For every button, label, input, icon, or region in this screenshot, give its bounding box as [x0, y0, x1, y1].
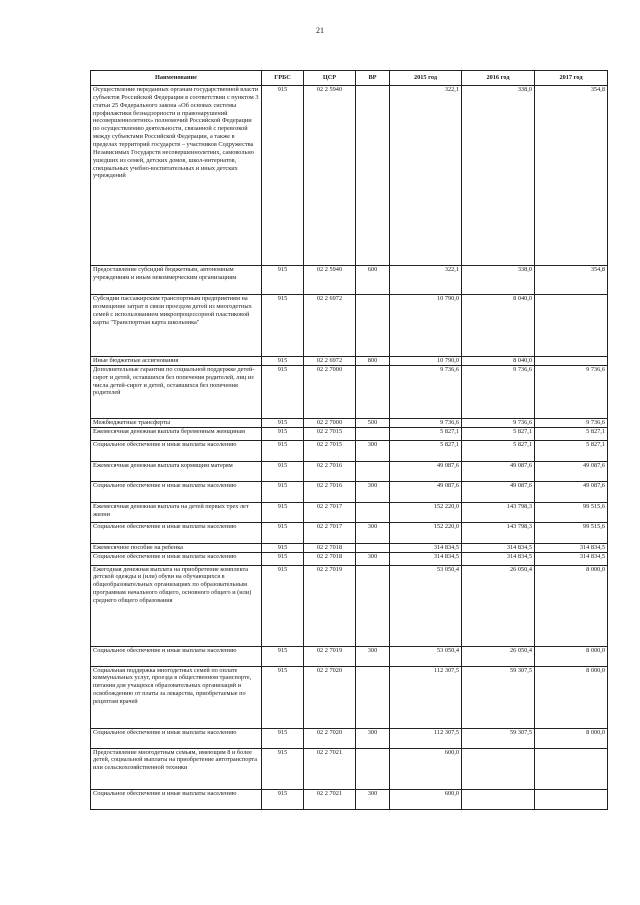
row-value-2016: 5 827,1 — [462, 440, 535, 461]
row-value-2017: 8 000,0 — [535, 728, 608, 748]
row-value-2016: 9 736,6 — [462, 418, 535, 427]
table-row — [91, 552, 608, 565]
row-vr — [356, 502, 390, 522]
table-row — [91, 748, 608, 789]
row-value-2016: 143 798,3 — [462, 502, 535, 522]
table-row — [91, 440, 608, 461]
row-vr — [356, 748, 390, 789]
row-grbs: 915 — [262, 543, 304, 552]
row-csr: 02 2 7021 — [304, 748, 356, 789]
row-name: Социальное обеспечение и иные выплаты населению — [91, 522, 262, 543]
row-grbs: 915 — [262, 418, 304, 427]
row-name: Ежемесячная денежная выплата кормящим матерям — [91, 461, 262, 481]
table-row — [91, 86, 608, 266]
row-csr: 02 2 5940 — [304, 86, 356, 266]
row-name: Ежемесячная денежная выплата на детей первых трех лет жизни — [91, 502, 262, 522]
row-value-2016: 338,0 — [462, 86, 535, 266]
row-name: Иные бюджетные ассигнования — [91, 357, 262, 366]
row-vr: 600 — [356, 266, 390, 295]
table-row — [91, 543, 608, 552]
table-row — [91, 365, 608, 418]
table-row — [91, 295, 608, 357]
row-vr — [356, 565, 390, 646]
table-row — [91, 461, 608, 481]
row-value-2015: 53 050,4 — [390, 565, 462, 646]
row-value-2016: 314 834,5 — [462, 552, 535, 565]
row-value-2015: 112 307,5 — [390, 666, 462, 728]
row-csr: 02 2 7017 — [304, 522, 356, 543]
row-grbs: 915 — [262, 789, 304, 809]
row-name: Социальное обеспечение и иные выплаты населению — [91, 789, 262, 809]
row-value-2017: 314 834,5 — [535, 552, 608, 565]
header-grbs: ГРБС — [262, 71, 304, 86]
row-vr — [356, 666, 390, 728]
row-name: Предоставление субсидий бюджетным, автономным учреждениям и иным некоммерческим организациям — [91, 266, 262, 295]
row-name: Дополнительные гарантии по социальной поддержке детей-сирот и детей, оставшихся без попечения родителей, лиц из числа детей-сирот и детей, оставшихся без попечения родителей — [91, 365, 262, 418]
row-grbs: 915 — [262, 266, 304, 295]
row-value-2017: 49 087,6 — [535, 461, 608, 481]
header-vr: ВР — [356, 71, 390, 86]
row-value-2017 — [535, 357, 608, 366]
row-grbs: 915 — [262, 502, 304, 522]
row-csr: 02 2 7015 — [304, 427, 356, 440]
row-vr: 300 — [356, 728, 390, 748]
row-name: Социальное обеспечение и иные выплаты населению — [91, 646, 262, 666]
row-value-2016: 5 827,1 — [462, 427, 535, 440]
row-value-2016: 314 834,5 — [462, 543, 535, 552]
row-grbs: 915 — [262, 481, 304, 502]
row-vr: 300 — [356, 552, 390, 565]
table-row — [91, 789, 608, 809]
row-value-2016: 338,0 — [462, 266, 535, 295]
row-name: Ежемесячная денежная выплата беременным женщинам — [91, 427, 262, 440]
row-value-2017: 354,8 — [535, 86, 608, 266]
table-row — [91, 502, 608, 522]
row-value-2017: 8 000,0 — [535, 646, 608, 666]
row-name: Социальная поддержка многодетных семей по оплате коммунальных услуг, проезда в общественном транспорте, питания для учащихся образовательных организаций и освобождению от платы за лекарства, приобретаемые по рецептам врачей — [91, 666, 262, 728]
row-csr: 02 2 7018 — [304, 543, 356, 552]
row-value-2015: 9 736,6 — [390, 365, 462, 418]
row-csr: 02 2 7017 — [304, 502, 356, 522]
row-value-2015: 112 307,5 — [390, 728, 462, 748]
row-name: Ежемесячное пособие на ребенка — [91, 543, 262, 552]
row-csr: 02 2 6972 — [304, 295, 356, 357]
row-csr: 02 2 7015 — [304, 440, 356, 461]
row-value-2015: 10 790,0 — [390, 357, 462, 366]
row-vr: 300 — [356, 481, 390, 502]
row-vr: 300 — [356, 646, 390, 666]
row-value-2015: 5 827,1 — [390, 427, 462, 440]
row-name: Социальное обеспечение и иные выплаты населению — [91, 728, 262, 748]
row-value-2017 — [535, 748, 608, 789]
row-value-2016: 59 307,5 — [462, 728, 535, 748]
row-value-2016: 59 307,5 — [462, 666, 535, 728]
header-name: Наименование — [91, 71, 262, 86]
row-csr: 02 2 7000 — [304, 418, 356, 427]
table-row — [91, 565, 608, 646]
header-2017: 2017 год — [535, 71, 608, 86]
table-header-row — [91, 71, 608, 86]
row-value-2017: 5 827,1 — [535, 427, 608, 440]
row-value-2016: 143 798,3 — [462, 522, 535, 543]
row-csr: 02 2 7021 — [304, 789, 356, 809]
header-csr: ЦСР — [304, 71, 356, 86]
row-value-2015: 152 220,0 — [390, 522, 462, 543]
row-value-2017: 8 000,0 — [535, 565, 608, 646]
row-name: Социальное обеспечение и иные выплаты населению — [91, 440, 262, 461]
row-value-2017 — [535, 789, 608, 809]
row-value-2015: 9 736,6 — [390, 418, 462, 427]
row-csr: 02 2 7019 — [304, 565, 356, 646]
row-value-2017: 49 087,6 — [535, 481, 608, 502]
row-value-2016: 26 050,4 — [462, 565, 535, 646]
table-row — [91, 266, 608, 295]
header-2015: 2015 год — [390, 71, 462, 86]
row-name: Субсидии пассажирским транспортным предприятиям на возмещение затрат в связи проездом детей из многодетных семей с использованием микропроцессорной пластиковой карты "Транспортная карта школьника" — [91, 295, 262, 357]
row-vr — [356, 295, 390, 357]
row-grbs: 915 — [262, 461, 304, 481]
row-value-2016: 49 087,6 — [462, 461, 535, 481]
row-value-2017: 9 736,6 — [535, 365, 608, 418]
row-name: Предоставление многодетным семьям, имеющим 8 и более детей, социальной выплаты на приобретение автотранспорта или сельскохозяйственной техники — [91, 748, 262, 789]
table-row — [91, 522, 608, 543]
header-2016: 2016 год — [462, 71, 535, 86]
row-vr: 800 — [356, 357, 390, 366]
row-name: Ежегодная денежная выплата на приобретение комплекта детской одежды и (или) обуви на обучающихся в общеобразовательных организациях по образовательным программам начального общего, основного общего и (или) среднего общего образования — [91, 565, 262, 646]
row-value-2015: 314 834,5 — [390, 552, 462, 565]
table-row — [91, 481, 608, 502]
row-name: Осуществление переданных органам государственной власти субъектов Российской Федерации в соответствии с пунктом 3 статьи 25 Федерального закона «Об основах системы профилактики безнадзорности и правонарушений несовершеннолетних» полномочий Российской Федерации по осуществлению деятельности, связанной с перевозкой между субъектами Российской Федерации, а также в пределах территорий государств – участников Содружества Независимых Государств несовершеннолетних, самовольно ушедших из семей, детских домов, школ-интернатов, специальных учебно-воспитательных и иных детских учреждений — [91, 86, 262, 266]
row-value-2017: 8 000,0 — [535, 666, 608, 728]
row-value-2017: 354,8 — [535, 266, 608, 295]
page-number: 21 — [316, 26, 324, 35]
row-vr: 300 — [356, 789, 390, 809]
row-value-2016 — [462, 789, 535, 809]
table-row — [91, 357, 608, 366]
row-csr: 02 2 7016 — [304, 461, 356, 481]
row-vr — [356, 86, 390, 266]
row-vr — [356, 365, 390, 418]
row-grbs: 915 — [262, 565, 304, 646]
row-value-2016: 26 050,4 — [462, 646, 535, 666]
row-value-2015: 49 087,6 — [390, 461, 462, 481]
row-csr: 02 2 7016 — [304, 481, 356, 502]
table-row — [91, 666, 608, 728]
row-vr — [356, 543, 390, 552]
row-value-2015: 5 827,1 — [390, 440, 462, 461]
row-value-2017: 99 515,6 — [535, 522, 608, 543]
row-grbs: 915 — [262, 86, 304, 266]
row-vr — [356, 461, 390, 481]
row-grbs: 915 — [262, 728, 304, 748]
row-grbs: 915 — [262, 666, 304, 728]
row-value-2015: 152 220,0 — [390, 502, 462, 522]
row-csr: 02 2 7020 — [304, 666, 356, 728]
row-csr: 02 2 7000 — [304, 365, 356, 418]
row-vr: 500 — [356, 418, 390, 427]
row-value-2016 — [462, 748, 535, 789]
row-grbs: 915 — [262, 427, 304, 440]
row-value-2015: 322,1 — [390, 266, 462, 295]
row-csr: 02 2 7018 — [304, 552, 356, 565]
row-csr: 02 2 7019 — [304, 646, 356, 666]
row-name: Социальное обеспечение и иные выплаты населению — [91, 552, 262, 565]
row-csr: 02 2 5940 — [304, 266, 356, 295]
row-grbs: 915 — [262, 522, 304, 543]
row-value-2017: 9 736,6 — [535, 418, 608, 427]
row-value-2016: 9 736,6 — [462, 365, 535, 418]
row-name: Социальное обеспечение и иные выплаты населению — [91, 481, 262, 502]
table-row — [91, 418, 608, 427]
row-value-2015: 10 790,0 — [390, 295, 462, 357]
row-csr: 02 2 7020 — [304, 728, 356, 748]
row-grbs: 915 — [262, 365, 304, 418]
budget-table — [90, 70, 608, 810]
row-value-2017: 5 827,1 — [535, 440, 608, 461]
row-vr: 300 — [356, 440, 390, 461]
row-vr: 300 — [356, 522, 390, 543]
table-row — [91, 427, 608, 440]
row-value-2015: 600,0 — [390, 748, 462, 789]
row-value-2016: 8 040,0 — [462, 295, 535, 357]
row-value-2015: 600,0 — [390, 789, 462, 809]
row-grbs: 915 — [262, 748, 304, 789]
row-value-2016: 49 087,6 — [462, 481, 535, 502]
table-row — [91, 646, 608, 666]
row-value-2015: 53 050,4 — [390, 646, 462, 666]
row-vr — [356, 427, 390, 440]
table-row — [91, 728, 608, 748]
row-value-2016: 8 040,0 — [462, 357, 535, 366]
row-grbs: 915 — [262, 440, 304, 461]
row-name: Межбюджетные трансферты — [91, 418, 262, 427]
row-value-2015: 322,1 — [390, 86, 462, 266]
row-value-2015: 314 834,5 — [390, 543, 462, 552]
row-grbs: 915 — [262, 552, 304, 565]
row-value-2017: 99 515,6 — [535, 502, 608, 522]
row-grbs: 915 — [262, 357, 304, 366]
row-grbs: 915 — [262, 295, 304, 357]
row-csr: 02 2 6972 — [304, 357, 356, 366]
row-grbs: 915 — [262, 646, 304, 666]
row-value-2017: 314 834,5 — [535, 543, 608, 552]
row-value-2017 — [535, 295, 608, 357]
row-value-2015: 49 087,6 — [390, 481, 462, 502]
